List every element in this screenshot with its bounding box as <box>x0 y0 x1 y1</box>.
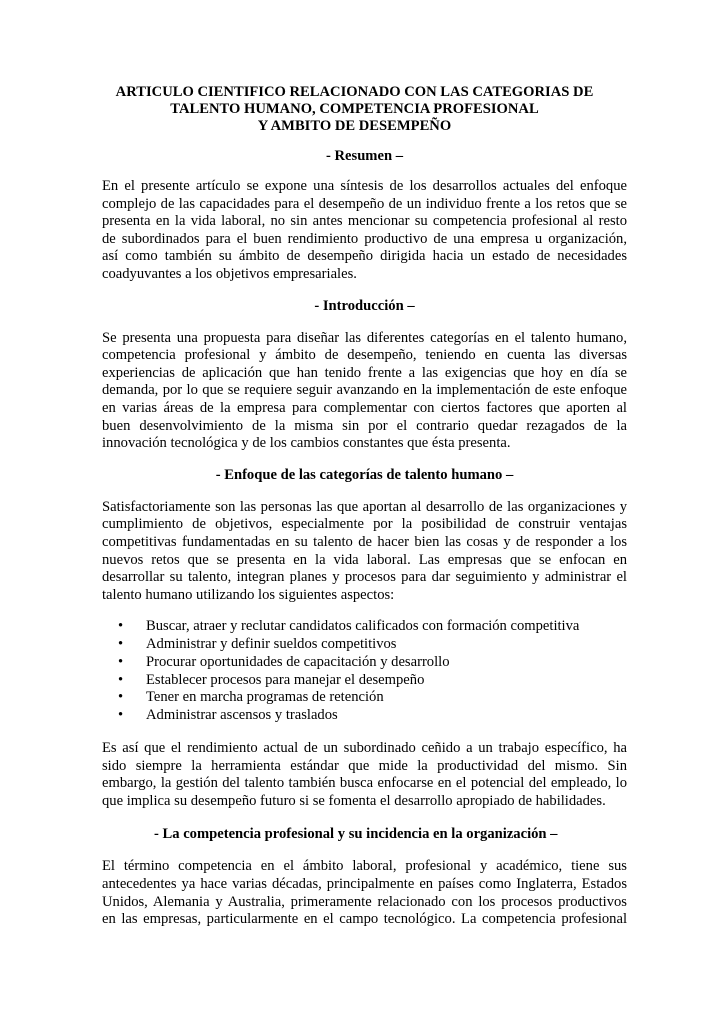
paragraph-line: presenta en la vida laboral, no sin antes mencionar su competencia profesional al resto <box>102 213 627 230</box>
paragraph-line: buen desenvolvimiento de la misma sin por el contrario quedar rezagados de la <box>102 417 627 434</box>
bullet-icon: • <box>118 653 124 670</box>
paragraph-line: nuevos retos que se presenta en la vida laboral. Las empresas que se enfocan en <box>102 551 627 568</box>
paragraph-line: Es así que el rendimiento actual de un subordinado ceñido a un trabajo específico, ha <box>102 740 627 757</box>
enfoque-heading: - Enfoque de las categorías de talento humano – <box>215 466 514 483</box>
bullet-icon: • <box>118 689 124 706</box>
paragraph-line: El término competencia en el ámbito laboral, profesional y académico, tiene sus <box>102 858 627 875</box>
paragraph-line: Satisfactoriamente son las personas las que aportan al desarrollo de las organizaciones y <box>102 498 627 515</box>
paragraph-line: antecedentes ya hace varias décadas, principalmente en países como Inglaterra, Estados <box>102 876 627 893</box>
list-item-text: Administrar y definir sueldos competitivos <box>146 636 397 653</box>
list-item <box>102 636 627 654</box>
title-line-3: Y AMBITO DE DESEMPEÑO <box>257 118 452 134</box>
paragraph-line: que implica su desempeño futuro si se fomenta el desarrollo apropiado de habilidades. <box>102 792 606 809</box>
list-item <box>102 707 627 725</box>
bullet-icon: • <box>118 707 124 724</box>
competencia-paragraph <box>102 858 627 928</box>
paragraph-line: en las empresas, particularmente en el campo tecnológico. La competencia profesional <box>102 911 627 928</box>
title-line-2: TALENTO HUMANO, COMPETENCIA PROFESIONAL <box>170 101 539 117</box>
list-item-text: Administrar ascensos y traslados <box>146 707 338 724</box>
paragraph-line: talento humano utilizando los siguientes aspectos: <box>102 586 395 603</box>
list-item <box>102 689 627 707</box>
bullet-icon: • <box>118 636 124 653</box>
aspects-list <box>102 618 627 725</box>
introduccion-paragraph <box>102 330 627 453</box>
introduccion-heading: - Introducción – <box>314 297 415 314</box>
paragraph-line: experiencias de aplicación que han tenido frente a las exigencias que hoy en día se <box>102 364 627 381</box>
list-item-text: Procurar oportunidades de capacitación y desarrollo <box>146 653 450 670</box>
document-page <box>102 84 627 929</box>
list-item-text: Buscar, atraer y reclutar candidatos calificados con formación competitiva <box>146 618 580 635</box>
competencia-heading: - La competencia profesional y su incidencia en la organización – <box>154 826 558 843</box>
paragraph-line: demanda, por lo que se requiere seguir avanzando en la implementación de este enfoque <box>102 382 627 399</box>
paragraph-line: así como también su ámbito de desempeño dirigida hacia un estado de necesidades <box>102 248 627 265</box>
title-line-1: ARTICULO CIENTIFICO RELACIONADO CON LAS CATEGORIAS DE <box>115 84 594 100</box>
paragraph-line: cumplimiento de objetivos, especialmente por la posibilidad de construir ventajas <box>102 516 627 533</box>
bullet-icon: • <box>118 671 124 688</box>
paragraph-line: competencia profesional y ámbito de desempeño, teniendo en cuenta las diversas <box>102 347 627 364</box>
paragraph-line: complejo de las capacidades para el desempeño de un individuo frente a los retos que se <box>102 195 627 212</box>
paragraph-line: Se presenta una propuesta para diseñar las diferentes categorías en el talento humano, <box>102 329 627 346</box>
paragraph-line: de subordinados para el buen rendimiento productivo de una empresa u organización, <box>102 230 627 247</box>
paragraph-line: Unidos, Alemania y Australia, primeramente relacionado con los procesos productivos <box>102 893 627 910</box>
list-item-text: Establecer procesos para manejar el desempeño <box>146 671 425 688</box>
list-item <box>102 672 627 690</box>
list-item <box>102 654 627 672</box>
enfoque-closing-paragraph <box>102 740 627 810</box>
paragraph-line: innovación tecnológica y de los cambios constantes que ésta presenta. <box>102 435 511 452</box>
paragraph-line: sido siempre la herramienta estándar que mide la productividad del mismo. Sin <box>102 757 627 774</box>
bullet-icon: • <box>118 618 124 635</box>
list-item <box>102 618 627 636</box>
resumen-heading: - Resumen – <box>325 148 404 164</box>
enfoque-paragraph <box>102 499 627 605</box>
paragraph-line: En el presente artículo se expone una síntesis de los desarrollos actuales del enfoque <box>102 178 627 194</box>
list-item-text: Tener en marcha programas de retención <box>146 689 384 706</box>
paragraph-line: coadyuvantes a los objetivos empresariales. <box>102 265 357 282</box>
resumen-paragraph <box>102 178 627 284</box>
paragraph-line: embargo, la gestión del talento también busca enfocarse en el potencial del empleado, lo <box>102 775 627 792</box>
paragraph-line: desarrollar su talento, integran planes y procesos para dar seguimiento y administrar el <box>102 569 627 586</box>
paragraph-line: en varias áreas de la empresa para complementar con ciertos factores que aporten al <box>102 399 627 416</box>
article-title <box>82 84 627 135</box>
paragraph-line: competitivas fundamentadas en su talento de hacer bien las cosas y de responder a los <box>102 533 627 550</box>
